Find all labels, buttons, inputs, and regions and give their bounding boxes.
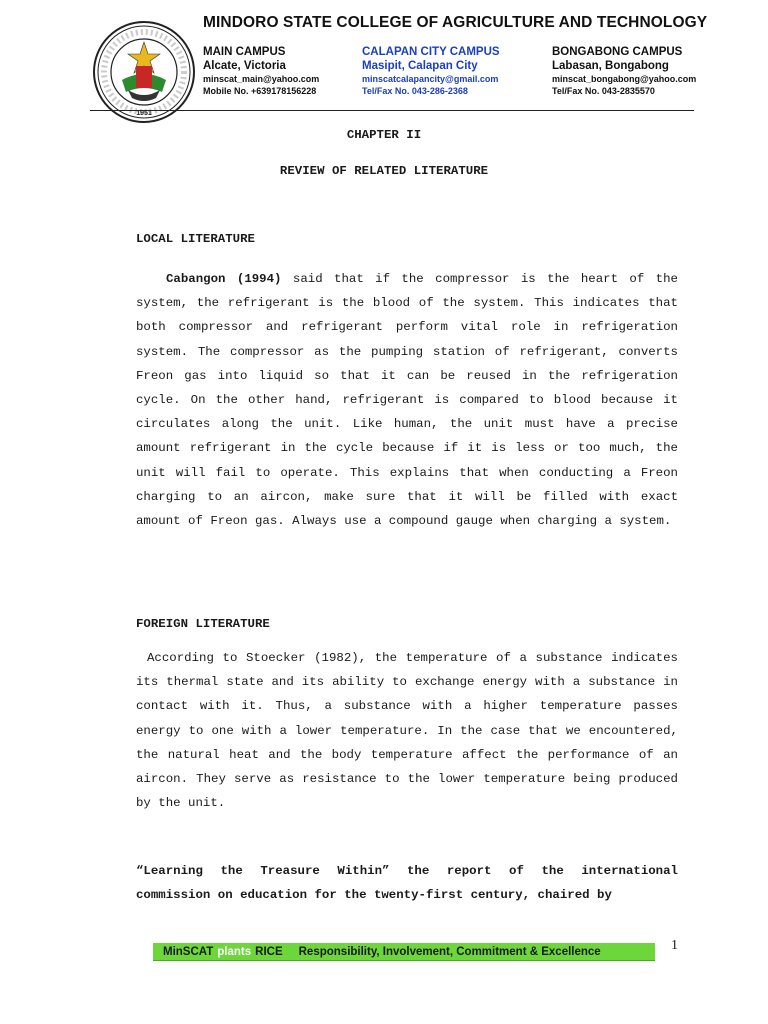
bongabong-campus-block (552, 45, 696, 97)
campus-phone: Mobile No. +639178156228 (203, 86, 317, 96)
page-number: 1 (671, 938, 678, 953)
header-divider (90, 110, 694, 111)
foreign-literature-paragraph: According to Stoecker (1982), the temperature of a substance indicates its thermal state and its ability to exchange energy with a substance in contact with it. Thus, a substance with a higher temperature passes energy to one with a lower temperature. In the case that we encountered, the natural heat and the body temperature affect the performance of an aircon. They serve as resistance to the lower temperature being produced by the unit. (136, 651, 678, 811)
motto-plants: plants (217, 945, 252, 958)
campus-email: minscat_main@yahoo.com (203, 74, 320, 84)
chapter-title: CHAPTER II (346, 128, 422, 142)
footer-motto-bar (153, 943, 655, 961)
campus-name: MAIN CAMPUS (203, 46, 286, 58)
main-campus-block (203, 45, 319, 97)
campus-place: Alcate, Victoria (203, 60, 286, 72)
calapan-campus-block (362, 45, 500, 97)
campus-email: minscat_bongabong@yahoo.com (552, 74, 697, 84)
campus-name: BONGABONG CAMPUS (552, 46, 683, 58)
learning-treasure-paragraph: “Learning the Treasure Within” the report of the international commission on education for the twenty-first century, chaired by (136, 864, 678, 903)
motto-values: Responsibility, Involvement, Commitment & Excellence (298, 945, 601, 958)
seal-year: 1951 (136, 110, 152, 117)
motto-minscat: MinSCAT (163, 945, 214, 958)
campus-place: Masipit, Calapan City (362, 60, 478, 72)
campus-phone: Tel/Fax No. 043-286-2368 (362, 86, 468, 96)
foreign-literature-heading: FOREIGN LITERATURE (136, 617, 270, 631)
chapter-subtitle: REVIEW OF RELATED LITERATURE (279, 164, 489, 178)
campus-name: CALAPAN CITY CAMPUS (362, 46, 500, 58)
paragraph-text: said that if the compressor is the heart of the system, the refrigerant is the blood of the system. This indicates that both compressor and refrigerant perform vital role in refrigeration system. The compressor as the pumping station of refrigerant, converts Freon gas into liquid so that it can be reused in the refrigeration cycle. On the other hand, refrigerant is compared to blood because it circulates along the unit. Like human, the unit must have a precise amount refrigerant in the cycle because if it is less or too much, the unit will fail to operate. This explains that when conducting a Freon charging to an aircon, make sure that it will be filled with exact amount of Freon gas. Always use a compound gauge when charging a system. (136, 272, 678, 529)
campus-place: Labasan, Bongabong (552, 60, 669, 72)
motto-rice: RICE (255, 945, 283, 958)
citation-lead: Cabangon (1994) (166, 272, 282, 286)
college-seal-logo (92, 20, 196, 124)
local-literature-heading: LOCAL LITERATURE (136, 232, 255, 246)
college-name: MINDORO STATE COLLEGE OF AGRICULTURE AND TECHNOLOGY (203, 14, 708, 31)
campus-email: minscatcalapancity@gmail.com (362, 74, 499, 84)
local-literature-paragraph (136, 267, 678, 533)
campus-phone: Tel/Fax No. 043-2835570 (552, 86, 655, 96)
